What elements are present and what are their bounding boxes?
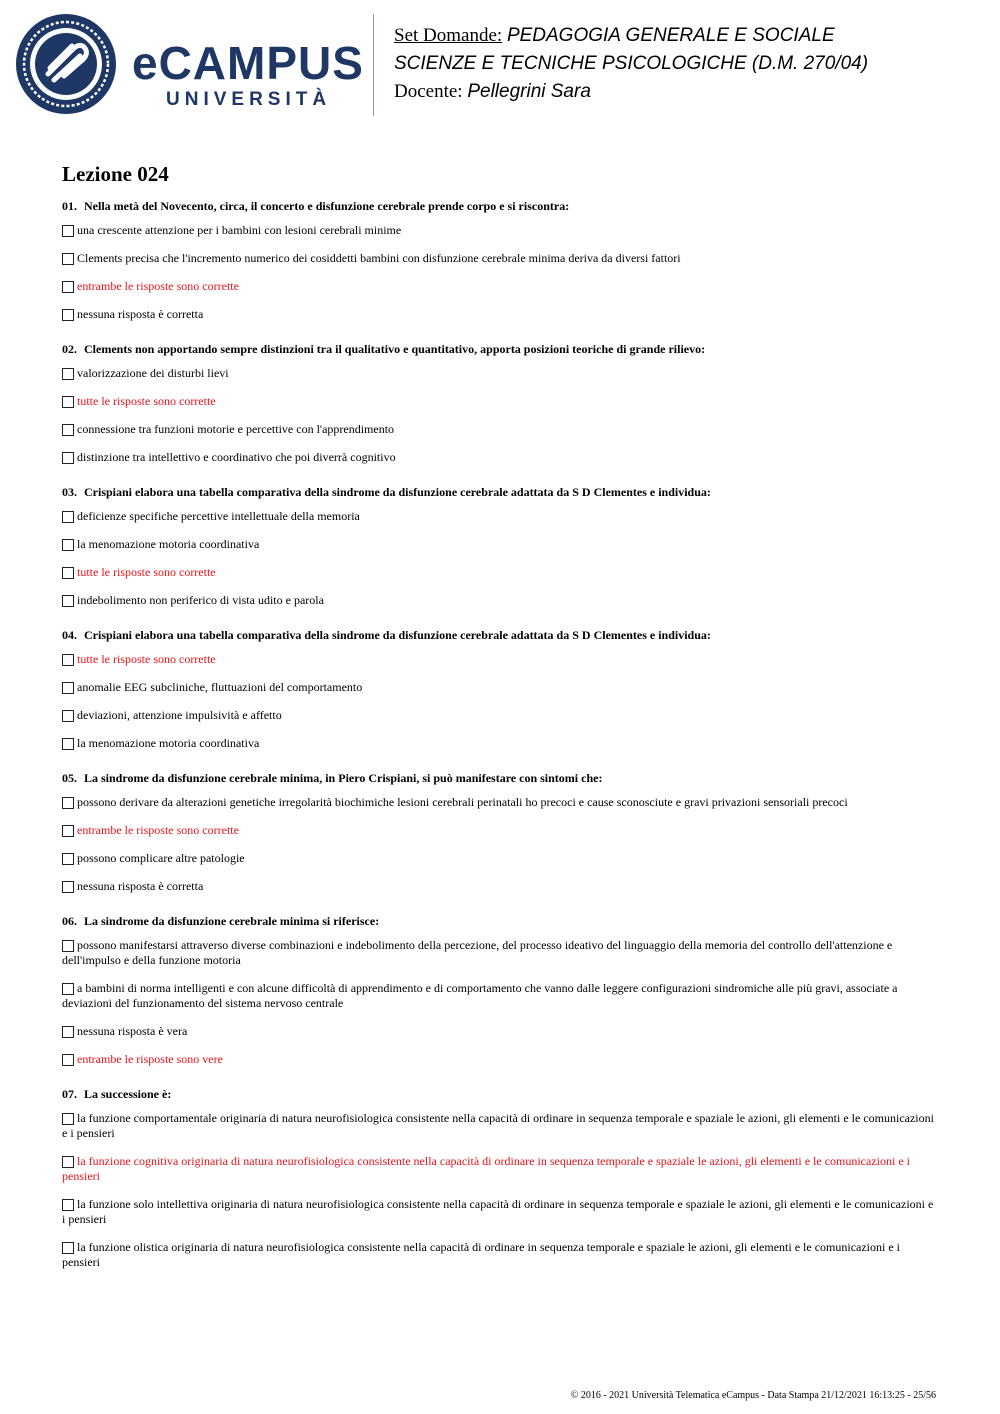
answer-option <box>62 708 938 723</box>
answer-checkbox[interactable] <box>62 825 74 837</box>
question-text <box>62 485 938 500</box>
answer-text: connessione tra funzioni motorie e percettive con l'apprendimento <box>77 422 395 436</box>
question-block <box>62 914 938 1067</box>
answer-text: nessuna risposta è vera <box>77 1024 188 1038</box>
answer-option <box>62 851 938 866</box>
answer-text: la funzione cognitiva originaria di natura neurofisiologica consistente nella capacità di ordinare in sequenza temporale e spaziale le azioni, gli elementi e le comunicazioni e i pensieri <box>62 1154 910 1183</box>
set-line-1 <box>394 22 868 50</box>
answer-text: distinzione tra intellettivo e coordinativo che poi diverrà cognitivo <box>77 450 396 464</box>
answer-option <box>62 251 938 266</box>
question-prompt: La successione è: <box>84 1087 172 1101</box>
answer-checkbox[interactable] <box>62 452 74 464</box>
header-info <box>394 22 868 106</box>
teacher-value: Pellegrini Sara <box>467 81 591 102</box>
answer-option-correct <box>62 565 938 580</box>
answer-text: Clements precisa che l'incremento numerico dei cosiddetti bambini con disfunzione cerebrale minima deriva da diversi fattori <box>77 251 681 265</box>
answer-checkbox[interactable] <box>62 511 74 523</box>
answer-checkbox[interactable] <box>62 881 74 893</box>
set-line-2 <box>394 50 868 78</box>
answer-option <box>62 450 938 465</box>
question-prompt: Nella metà del Novecento, circa, il concerto e disfunzione cerebrale prende corpo e si riscontra: <box>84 199 570 213</box>
answer-checkbox[interactable] <box>62 309 74 321</box>
ecampus-logo <box>14 10 364 118</box>
question-list <box>62 199 938 1270</box>
question-text <box>62 771 938 786</box>
answer-option <box>62 422 938 437</box>
answer-checkbox[interactable] <box>62 368 74 380</box>
answer-text: la menomazione motoria coordinativa <box>77 736 260 750</box>
answer-checkbox[interactable] <box>62 1199 74 1211</box>
answer-option <box>62 938 938 968</box>
answer-text: entrambe le risposte sono vere <box>77 1052 223 1066</box>
answer-option-correct <box>62 1052 938 1067</box>
answer-text: tutte le risposte sono corrette <box>77 652 216 666</box>
answer-option-correct <box>62 823 938 838</box>
question-number: 07. <box>62 1087 77 1101</box>
set-value-line2: SCIENZE E TECNICHE PSICOLOGICHE (D.M. 270/04) <box>394 53 869 74</box>
question-block <box>62 342 938 465</box>
question-text <box>62 914 938 929</box>
answer-checkbox[interactable] <box>62 654 74 666</box>
answer-text: entrambe le risposte sono corrette <box>77 823 239 837</box>
answer-option <box>62 736 938 751</box>
answer-option <box>62 593 938 608</box>
answer-option-correct <box>62 1154 938 1184</box>
answer-checkbox[interactable] <box>62 1156 74 1168</box>
answer-option <box>62 509 938 524</box>
answer-checkbox[interactable] <box>62 710 74 722</box>
answer-option-correct <box>62 652 938 667</box>
answer-text: una crescente attenzione per i bambini con lesioni cerebrali minime <box>77 223 402 237</box>
question-number: 05. <box>62 771 77 785</box>
answer-option <box>62 1111 938 1141</box>
question-text <box>62 628 938 643</box>
answer-text: possono derivare da alterazioni genetiche irregolarità biochimiche lesioni cerebrali perinatali ho precoci e cause sconosciute e gravi privazioni sensoriali precoci <box>77 795 848 809</box>
answer-text: tutte le risposte sono corrette <box>77 394 216 408</box>
answer-text: entrambe le risposte sono corrette <box>77 279 239 293</box>
answer-checkbox[interactable] <box>62 940 74 952</box>
question-text <box>62 1087 938 1102</box>
answer-option <box>62 307 938 322</box>
answer-checkbox[interactable] <box>62 396 74 408</box>
answer-text: la menomazione motoria coordinativa <box>77 537 260 551</box>
answer-checkbox[interactable] <box>62 281 74 293</box>
question-text <box>62 199 938 214</box>
answer-option <box>62 981 938 1011</box>
question-prompt: La sindrome da disfunzione cerebrale minima, in Piero Crispiani, si può manifestare con sintomi che: <box>84 771 603 785</box>
answer-option <box>62 879 938 894</box>
question-block <box>62 628 938 751</box>
question-number: 02. <box>62 342 77 356</box>
answer-checkbox[interactable] <box>62 853 74 865</box>
answer-text: deficienze specifiche percettive intellettuale della memoria <box>77 509 360 523</box>
answer-checkbox[interactable] <box>62 682 74 694</box>
answer-option <box>62 223 938 238</box>
answer-checkbox[interactable] <box>62 1242 74 1254</box>
question-prompt: Crispiani elabora una tabella comparativa della sindrome da disfunzione cerebrale adattata da S D Clementes e individua: <box>84 628 711 642</box>
question-text <box>62 342 938 357</box>
question-block <box>62 1087 938 1270</box>
question-block <box>62 771 938 894</box>
answer-checkbox[interactable] <box>62 253 74 265</box>
lesson-title: Lezione 024 <box>62 162 169 186</box>
answer-option-correct <box>62 394 938 409</box>
answer-checkbox[interactable] <box>62 595 74 607</box>
question-prompt: Crispiani elabora una tabella comparativa della sindrome da disfunzione cerebrale adattata da S D Clementes e individua: <box>84 485 711 499</box>
answer-option <box>62 537 938 552</box>
question-block <box>62 485 938 608</box>
answer-option <box>62 1240 938 1270</box>
answer-checkbox[interactable] <box>62 983 74 995</box>
answer-text: deviazioni, attenzione impulsività e affetto <box>77 708 282 722</box>
answer-text: nessuna risposta è corretta <box>77 879 204 893</box>
question-number: 01. <box>62 199 77 213</box>
answer-text: indebolimento non periferico di vista udito e parola <box>77 593 324 607</box>
answer-checkbox[interactable] <box>62 567 74 579</box>
answer-text: la funzione solo intellettiva originaria di natura neurofisiologica consistente nella capacità di ordinare in sequenza temporale e spaziale le azioni, gli elementi e le comunicazioni e i pensieri <box>62 1197 934 1226</box>
answer-checkbox[interactable] <box>62 424 74 436</box>
answer-text: nessuna risposta è corretta <box>77 307 204 321</box>
question-number: 04. <box>62 628 77 642</box>
answer-checkbox[interactable] <box>62 1054 74 1066</box>
brand-name: eCAMPUS <box>132 37 364 89</box>
answer-option <box>62 1197 938 1227</box>
answer-checkbox[interactable] <box>62 225 74 237</box>
set-value-line1: PEDAGOGIA GENERALE E SOCIALE <box>506 25 835 46</box>
answer-checkbox[interactable] <box>62 738 74 750</box>
answer-option <box>62 1024 938 1039</box>
header-divider <box>373 14 374 116</box>
answer-option <box>62 366 938 381</box>
answer-checkbox[interactable] <box>62 1026 74 1038</box>
answer-text: la funzione comportamentale originaria di natura neurofisiologica consistente nella capacità di ordinare in sequenza temporale e spaziale le azioni, gli elementi e le comunicazioni e i pensieri <box>62 1111 934 1140</box>
answer-option-correct <box>62 279 938 294</box>
answer-text: possono manifestarsi attraverso diverse combinazioni e indebolimento della percezione, del processo ideativo del linguaggio della memoria del controllo dell'attenzione e dell'impulso e della funzione motoria <box>62 938 893 967</box>
answer-checkbox[interactable] <box>62 1113 74 1125</box>
brand-subtitle: UNIVERSITÀ <box>166 89 332 110</box>
answer-option <box>62 680 938 695</box>
question-block <box>62 199 938 322</box>
page-footer: © 2016 - 2021 Università Telematica eCampus - Data Stampa 21/12/2021 16:13:25 - 25/56 <box>570 1390 936 1401</box>
set-label: Set Domande: <box>394 25 503 46</box>
answer-text: possono complicare altre patologie <box>77 851 245 865</box>
answer-text: a bambini di norma intelligenti e con alcune difficoltà di apprendimento e di comportamento che vanno dalle leggere configurazioni sindromiche alle più gravi, associate a deviazioni del funzionamento del sistema nervoso centrale <box>62 981 898 1010</box>
answer-option <box>62 795 938 810</box>
question-prompt: Clements non apportando sempre distinzioni tra il qualitativo e quantitativo, apporta posizioni teoriche di grande rilievo: <box>84 342 706 356</box>
answer-text: anomalie EEG subcliniche, fluttuazioni del comportamento <box>77 680 363 694</box>
answer-text: la funzione olistica originaria di natura neurofisiologica consistente nella capacità di ordinare in sequenza temporale e spaziale le azioni, gli elementi e le comunicazioni e i pensieri <box>62 1240 900 1269</box>
answer-checkbox[interactable] <box>62 797 74 809</box>
lesson-content <box>62 160 938 1290</box>
question-number: 03. <box>62 485 77 499</box>
teacher-line <box>394 78 868 106</box>
ecampus-seal-icon <box>14 12 118 116</box>
question-prompt: La sindrome da disfunzione cerebrale minima si riferisce: <box>84 914 380 928</box>
answer-checkbox[interactable] <box>62 539 74 551</box>
answer-text: valorizzazione dei disturbi lievi <box>77 366 229 380</box>
question-number: 06. <box>62 914 77 928</box>
answer-text: tutte le risposte sono corrette <box>77 565 216 579</box>
teacher-label: Docente: <box>394 81 463 102</box>
